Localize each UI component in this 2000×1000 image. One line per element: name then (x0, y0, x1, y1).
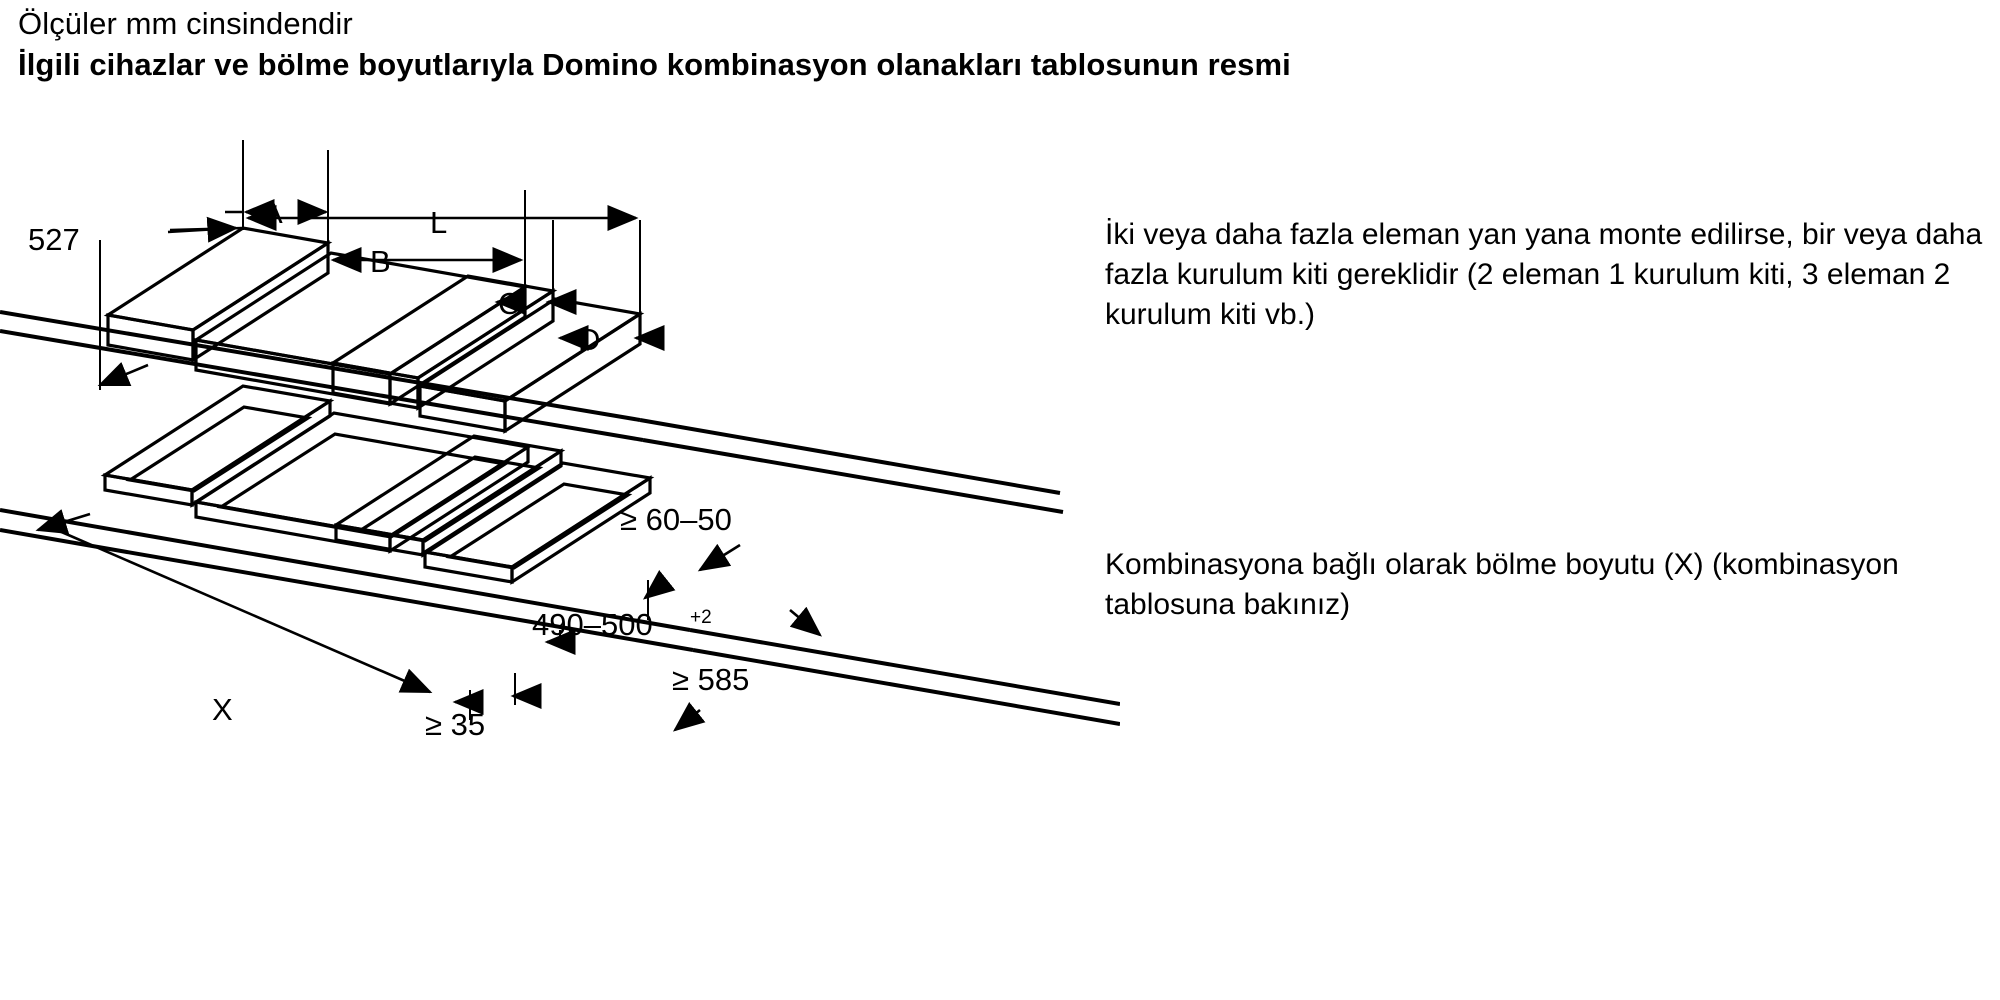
label-B: B (370, 244, 391, 279)
label-cutout-depth: 490–500 (532, 607, 653, 642)
page-title: İlgili cihazlar ve bölme boyutlarıyla Domino kombinasyon olanakları tablosunun resmi (18, 47, 1291, 82)
label-gap-rear: ≥ 60–50 (620, 502, 732, 537)
page-subtitle: Ölçüler mm cinsindendir (18, 6, 353, 41)
label-D: D (578, 322, 601, 357)
note-cutout-size: Kombinasyona bağlı olarak bölme boyutu (X) (kombinasyon tablosuna bakınız) (1105, 548, 1899, 621)
dim-X (38, 514, 430, 692)
label-X: X (212, 692, 233, 727)
label-527: 527 (28, 222, 80, 257)
dim-gap-rear (700, 545, 740, 570)
worktop-edges (0, 312, 1120, 724)
label-C: C (498, 286, 521, 321)
label-L: L (430, 205, 448, 240)
dim-527 (100, 228, 243, 390)
label-min-height: ≥ 585 (672, 662, 750, 697)
dim-D (560, 270, 648, 338)
label-cutout-depth-tolerance: +2 (690, 607, 712, 628)
installation-diagram (0, 90, 1120, 1000)
cutout-frames (105, 386, 650, 582)
note-installation-kits: İki veya daha fazla eleman yan yana monte edilirse, bir veya daha fazla kurulum kiti gereklidir (2 eleman 1 kurulum kiti, 3 eleman 2 kurulum kiti vb.) (1105, 218, 1983, 331)
label-A: A (262, 195, 283, 230)
label-min-front: ≥ 35 (425, 707, 486, 742)
